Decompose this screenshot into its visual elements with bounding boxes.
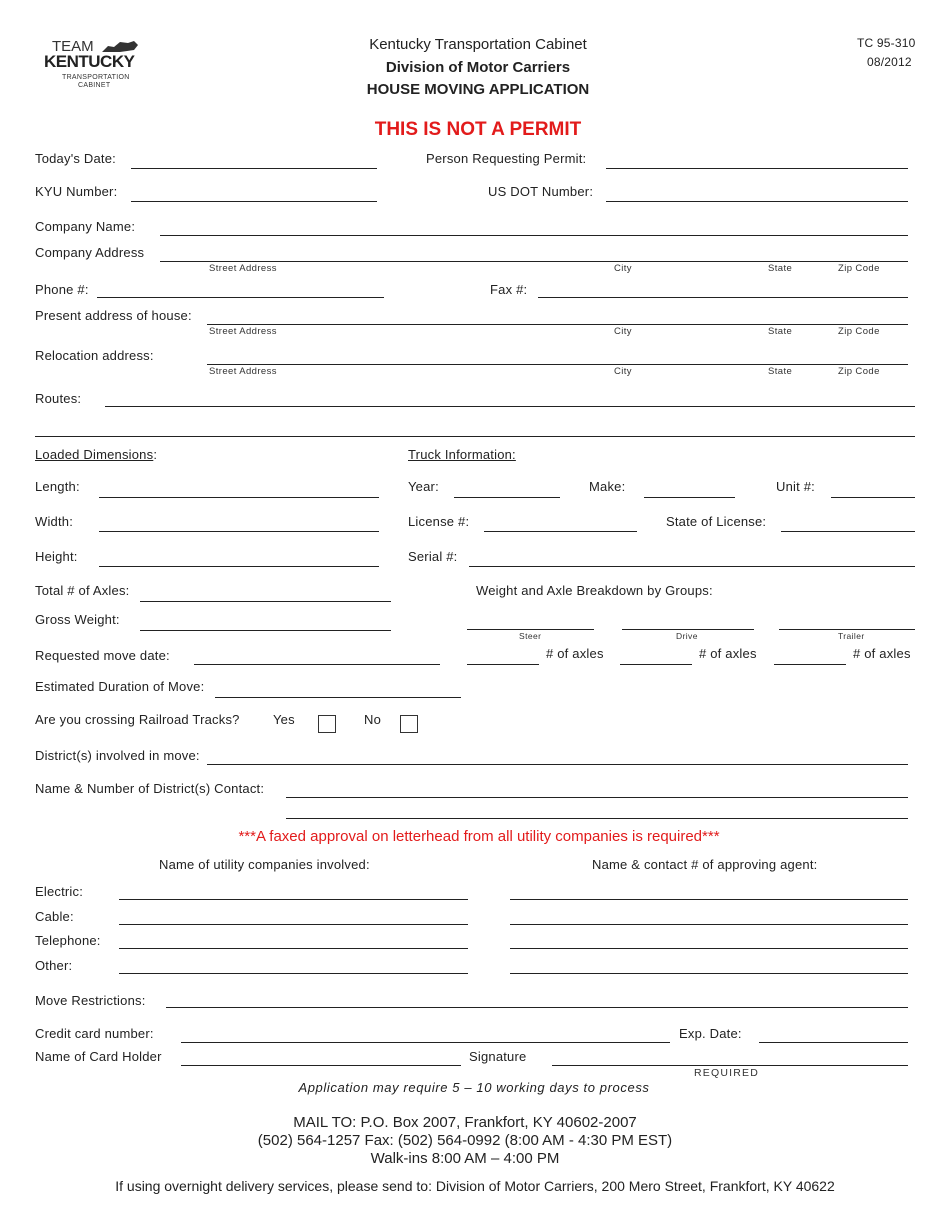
present-address-city-sublabel: City: [614, 326, 632, 337]
electric-label: Electric:: [35, 884, 84, 899]
form-date: 08/2012: [867, 55, 912, 69]
telephone-company-field[interactable]: [119, 948, 468, 949]
loaded-dimensions-title: Loaded Dimensions: [35, 447, 154, 462]
telephone-label: Telephone:: [35, 933, 101, 948]
make-label: Make:: [589, 479, 626, 494]
relocation-address-field[interactable]: [207, 364, 908, 365]
company-address-zip-sublabel: Zip Code: [838, 263, 880, 274]
present-address-label: Present address of house:: [35, 308, 192, 323]
cable-company-field[interactable]: [119, 924, 468, 925]
approving-agent-column-heading: Name & contact # of approving agent:: [592, 857, 818, 872]
cable-label: Cable:: [35, 909, 74, 924]
duration-label: Estimated Duration of Move:: [35, 679, 205, 694]
company-name-label: Company Name:: [35, 219, 136, 234]
year-label: Year:: [408, 479, 439, 494]
present-address-zip-sublabel: Zip Code: [838, 326, 880, 337]
railroad-no-checkbox[interactable]: [400, 715, 418, 733]
truck-information-heading: Truck Information:: [408, 447, 516, 462]
cable-agent-field[interactable]: [510, 924, 908, 925]
weight-breakdown-label: Weight and Axle Breakdown by Groups:: [476, 583, 713, 598]
walkin-hours: Walk-ins 8:00 AM – 4:00 PM: [370, 1150, 560, 1167]
districts-involved-field[interactable]: [207, 764, 908, 765]
todays-date-label: Today's Date:: [35, 151, 116, 166]
present-address-field[interactable]: [207, 324, 908, 325]
loaded-dimensions-colon: :: [153, 447, 158, 462]
mail-to-address: MAIL TO: P.O. Box 2007, Frankfort, KY 40602-2007: [293, 1114, 637, 1131]
signature-label: Signature: [469, 1049, 527, 1064]
electric-agent-field[interactable]: [510, 899, 908, 900]
length-label: Length:: [35, 479, 80, 494]
height-field[interactable]: [99, 566, 379, 567]
present-address-street-sublabel: Street Address: [209, 326, 277, 337]
trailer-axles-field[interactable]: [774, 664, 846, 665]
relocation-address-street-sublabel: Street Address: [209, 366, 277, 377]
logo-transportation-text: TRANSPORTATION: [62, 74, 130, 81]
drive-weight-field[interactable]: [622, 629, 754, 630]
railroad-no-label: No: [364, 712, 382, 727]
length-field[interactable]: [99, 497, 379, 498]
district-contact-label: Name & Number of District(s) Contact:: [35, 781, 265, 796]
phone-label: Phone #:: [35, 282, 89, 297]
steer-weight-field[interactable]: [467, 629, 594, 630]
relocation-address-city-sublabel: City: [614, 366, 632, 377]
logo-kentucky-text: KENTUCKY: [44, 52, 135, 71]
form-title: HOUSE MOVING APPLICATION: [366, 81, 590, 98]
relocation-address-label: Relocation address:: [35, 348, 154, 363]
routes-label: Routes:: [35, 391, 82, 406]
agency-name: Kentucky Transportation Cabinet: [369, 36, 587, 53]
exp-date-label: Exp. Date:: [679, 1026, 742, 1041]
license-field[interactable]: [484, 531, 637, 532]
credit-card-label: Credit card number:: [35, 1026, 154, 1041]
railroad-question: Are you crossing Railroad Tracks?: [35, 712, 240, 727]
width-label: Width:: [35, 514, 74, 529]
usdot-number-field[interactable]: [606, 201, 908, 202]
present-address-state-sublabel: State: [768, 326, 793, 337]
signature-required-note: REQUIRED: [694, 1067, 760, 1079]
make-field[interactable]: [644, 497, 735, 498]
railroad-yes-label: Yes: [273, 712, 295, 727]
year-field[interactable]: [454, 497, 560, 498]
drive-axles-label: # of axles: [699, 646, 757, 661]
todays-date-field[interactable]: [131, 168, 377, 169]
relocation-address-zip-sublabel: Zip Code: [838, 366, 880, 377]
trailer-weight-field[interactable]: [779, 629, 915, 630]
drive-axles-field[interactable]: [620, 664, 692, 665]
other-agent-field[interactable]: [510, 973, 908, 974]
steer-sublabel: Steer: [519, 631, 542, 641]
telephone-agent-field[interactable]: [510, 948, 908, 949]
drive-sublabel: Drive: [676, 631, 698, 641]
company-name-field[interactable]: [160, 235, 908, 236]
company-address-field[interactable]: [160, 261, 908, 262]
phone-fax-hours: (502) 564-1257 Fax: (502) 564-0992 (8:00 AM - 4:30 PM EST): [257, 1132, 673, 1149]
total-axles-field[interactable]: [140, 601, 391, 602]
trailer-sublabel: Trailer: [838, 631, 865, 641]
card-holder-field[interactable]: [181, 1065, 461, 1066]
usdot-number-label: US DOT Number:: [488, 184, 594, 199]
routes-field-line1[interactable]: [105, 406, 915, 407]
width-field[interactable]: [99, 531, 379, 532]
company-address-street-sublabel: Street Address: [209, 263, 277, 274]
phone-field[interactable]: [97, 297, 384, 298]
division-name: Division of Motor Carriers: [385, 59, 571, 76]
total-axles-label: Total # of Axles:: [35, 583, 130, 598]
unit-label: Unit #:: [776, 479, 815, 494]
move-restrictions-field[interactable]: [166, 1007, 908, 1008]
unit-field[interactable]: [831, 497, 915, 498]
steer-axles-field[interactable]: [467, 664, 539, 665]
exp-date-field[interactable]: [759, 1042, 908, 1043]
move-restrictions-label: Move Restrictions:: [35, 993, 146, 1008]
person-requesting-field[interactable]: [606, 168, 908, 169]
company-address-label: Company Address: [35, 245, 145, 260]
fax-label: Fax #:: [490, 282, 528, 297]
district-contact-field-line1[interactable]: [286, 797, 908, 798]
other-company-field[interactable]: [119, 973, 468, 974]
company-address-state-sublabel: State: [768, 263, 793, 274]
serial-label: Serial #:: [408, 549, 458, 564]
processing-note: Application may require 5 – 10 working days to process: [298, 1080, 650, 1095]
state-license-label: State of License:: [666, 514, 767, 529]
serial-field[interactable]: [469, 566, 915, 567]
fax-field[interactable]: [538, 297, 908, 298]
logo-team-text: TEAM: [52, 38, 94, 55]
form-number: TC 95-310: [857, 36, 916, 50]
steer-axles-label: # of axles: [546, 646, 604, 661]
kyu-number-label: KYU Number:: [35, 184, 118, 199]
state-license-field[interactable]: [781, 531, 915, 532]
electric-company-field[interactable]: [119, 899, 468, 900]
utility-notice: ***A faxed approval on letterhead from all utility companies is required***: [238, 828, 720, 845]
signature-field[interactable]: [552, 1065, 908, 1066]
credit-card-field[interactable]: [181, 1042, 670, 1043]
overnight-delivery-address: If using overnight delivery services, please send to: Division of Motor Carriers, 200 Mero Street, Frankfort, KY 40622: [115, 1178, 835, 1194]
routes-field-line2[interactable]: [35, 436, 915, 437]
utility-companies-column-heading: Name of utility companies involved:: [159, 857, 370, 872]
logo-cabinet-text: CABINET: [78, 82, 111, 89]
railroad-yes-checkbox[interactable]: [318, 715, 336, 733]
gross-weight-label: Gross Weight:: [35, 612, 120, 627]
card-holder-label: Name of Card Holder: [35, 1049, 162, 1064]
not-permit-heading: THIS IS NOT A PERMIT: [374, 119, 582, 140]
loaded-dimensions-heading: [35, 447, 157, 462]
move-date-field[interactable]: [194, 664, 440, 665]
relocation-address-state-sublabel: State: [768, 366, 793, 377]
gross-weight-field[interactable]: [140, 630, 391, 631]
height-label: Height:: [35, 549, 78, 564]
duration-field[interactable]: [215, 697, 461, 698]
districts-involved-label: District(s) involved in move:: [35, 748, 200, 763]
company-address-city-sublabel: City: [614, 263, 632, 274]
trailer-axles-label: # of axles: [853, 646, 911, 661]
other-label: Other:: [35, 958, 73, 973]
district-contact-field-line2[interactable]: [286, 818, 908, 819]
person-requesting-label: Person Requesting Permit:: [426, 151, 587, 166]
license-label: License #:: [408, 514, 470, 529]
move-date-label: Requested move date:: [35, 648, 170, 663]
kyu-number-field[interactable]: [131, 201, 377, 202]
